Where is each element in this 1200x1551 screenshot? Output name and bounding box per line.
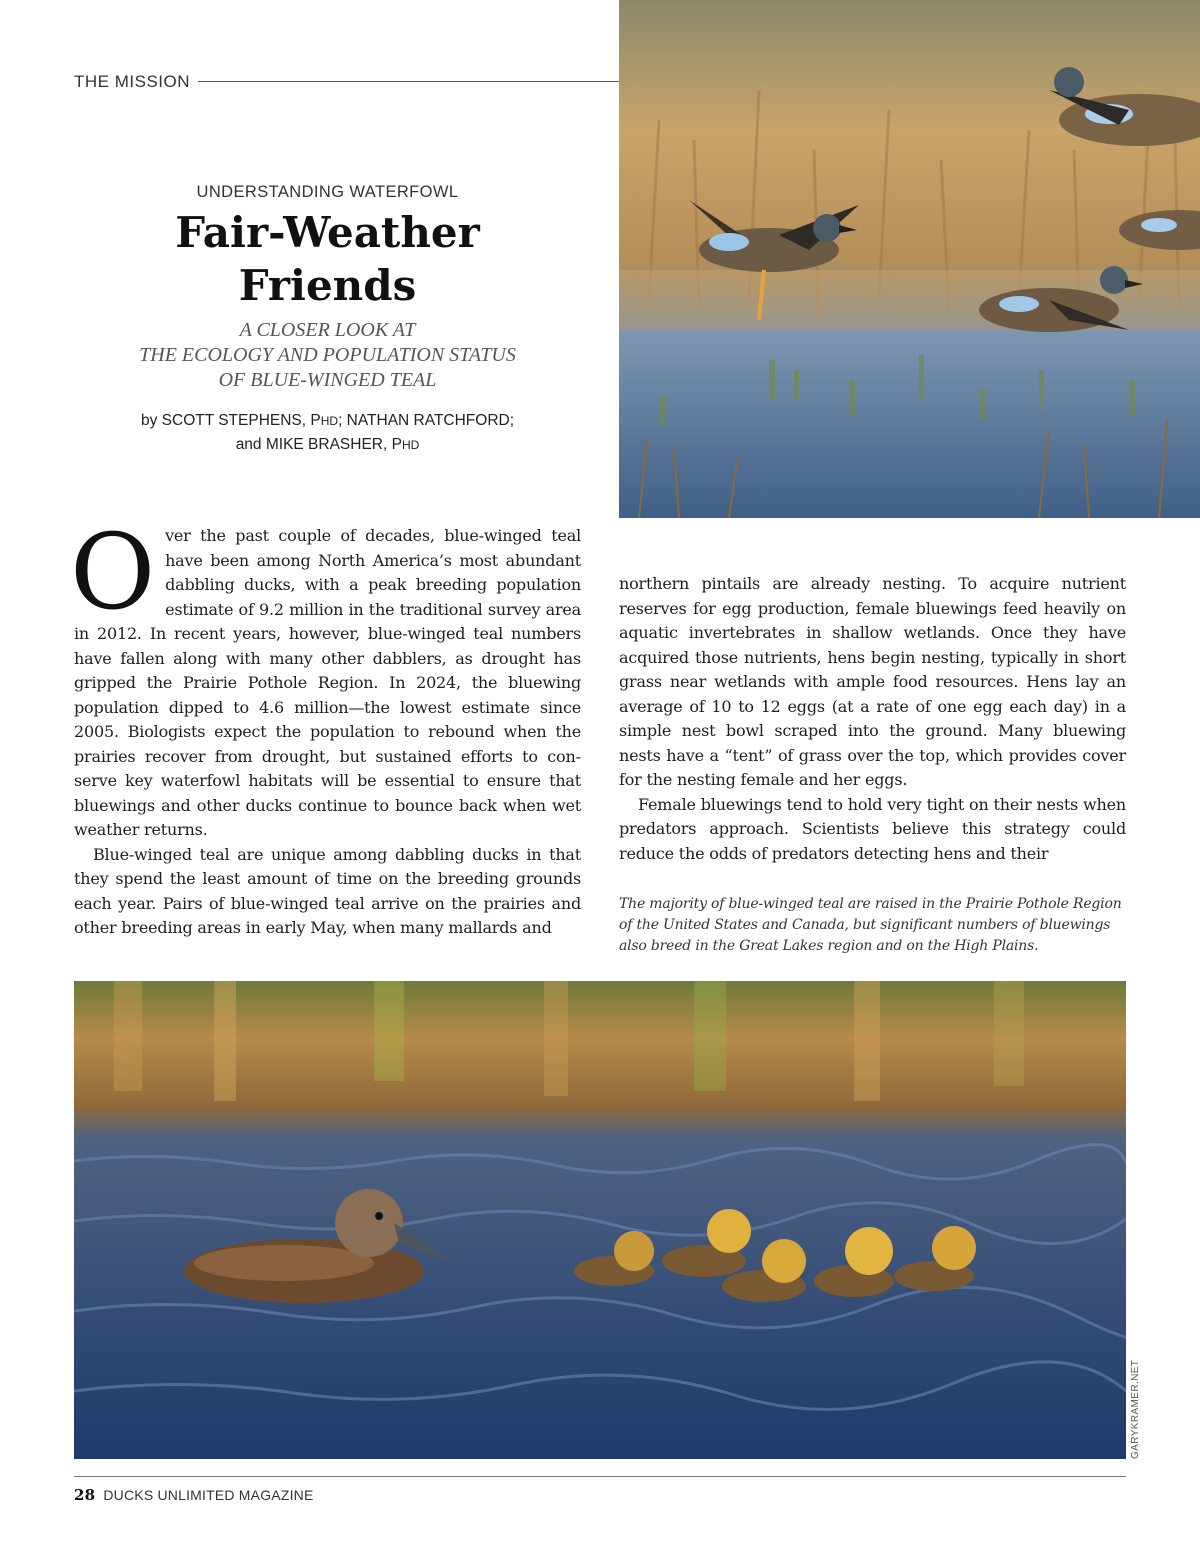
article-title xyxy=(100,206,555,312)
page-footer xyxy=(74,1486,314,1504)
byline-author-3: and MIKE BRASHER, P xyxy=(235,436,402,453)
photo-credit: GARYKRAMER.NET xyxy=(1130,1359,1141,1459)
body-paragraph xyxy=(70,511,581,843)
article-kicker: UNDERSTANDING WATERFOWL xyxy=(196,183,459,201)
section-label: THE MISSION xyxy=(74,72,191,91)
title-line-2: Friends xyxy=(238,261,417,310)
byline-degree-sc: H xyxy=(320,414,330,428)
body-column-left xyxy=(70,511,581,941)
paragraph-1-text: ver the past couple of decades, blue-winged teal have been among North America’s most abundant dabbling ducks, with a peak breeding population estimate of 9.2 million in the traditional survey area in 2012. In recent years, however, blue-winged teal numbers have fallen along with many other dabblers, as drought has gripped the Prairie Pothole Region. In 2024, the bluewing population dipped to 4.6 million—the lowest estimate since 2005. Biologists expect the population to rebound when the prairies recover from drought, but sustained efforts to conserve key waterfowl habitats will be essential to ensure that bluewings and other ducks continue to bounce back when wet weather returns. xyxy=(74,526,581,839)
body-paragraph: Female bluewings tend to hold very tight on their nests when predators approach. Scientists believe this strategy could reduce the odds of predators detecting hens and their xyxy=(619,794,1126,863)
drop-cap: O xyxy=(70,511,156,633)
page-number: 28 xyxy=(74,1486,96,1504)
hen-ducklings-photo xyxy=(74,981,1126,1459)
article-byline xyxy=(100,409,555,457)
byline-author-2: ; NATHAN RATCHFORD; xyxy=(338,412,515,429)
byline-degree-sc: D xyxy=(410,438,420,452)
section-divider xyxy=(198,81,620,82)
body-column-right xyxy=(619,572,1126,866)
byline-degree-sc: H xyxy=(401,438,411,452)
body-paragraph: northern pintails are already nesting. To acquire nutrient reserves for egg production, female bluewings feed heavily on aquatic invertebrates in shallow wetlands. Once they have acquired those nutrients, hens begin nesting, typically in short grass near wetlands with ample food resources. Hens lay an average of 10 to 12 eggs (at a rate of one egg each day) in a simple nest bowl scraped into the ground. Many bluewing nests have a “tent” of grass over the top, which provides cover for the nesting female and her eggs. xyxy=(619,574,1126,789)
footer-divider xyxy=(74,1476,1126,1477)
body-paragraph: Blue-winged teal are unique among dabbling ducks in that they spend the least amount of time on the breeding grounds each year. Pairs of blue-winged teal arrive on the prairies and other breeding areas in early May, when many mallards and xyxy=(74,844,581,937)
deck-line-2: THE ECOLOGY AND POPULATION STATUS xyxy=(139,344,516,366)
deck-line-3: OF BLUE-WINGED TEAL xyxy=(218,369,437,391)
deck-line-1: A CLOSER LOOK AT xyxy=(239,319,416,341)
byline-degree-sc: D xyxy=(329,414,339,428)
publication-name: DUCKS UNLIMITED MAGAZINE xyxy=(103,1487,314,1503)
photo-caption: The majority of blue-winged teal are raised in the Prairie Pothole Region of the United States and Canada, but significant numbers of bluewings also breed in the Great Lakes region and on the High Plains. xyxy=(619,896,1122,954)
byline-author-1: by SCOTT STEPHENS, P xyxy=(140,412,321,429)
title-line-1: Fair-Weather xyxy=(175,208,480,257)
flying-teal-photo xyxy=(619,0,1200,518)
article-deck xyxy=(100,318,555,393)
